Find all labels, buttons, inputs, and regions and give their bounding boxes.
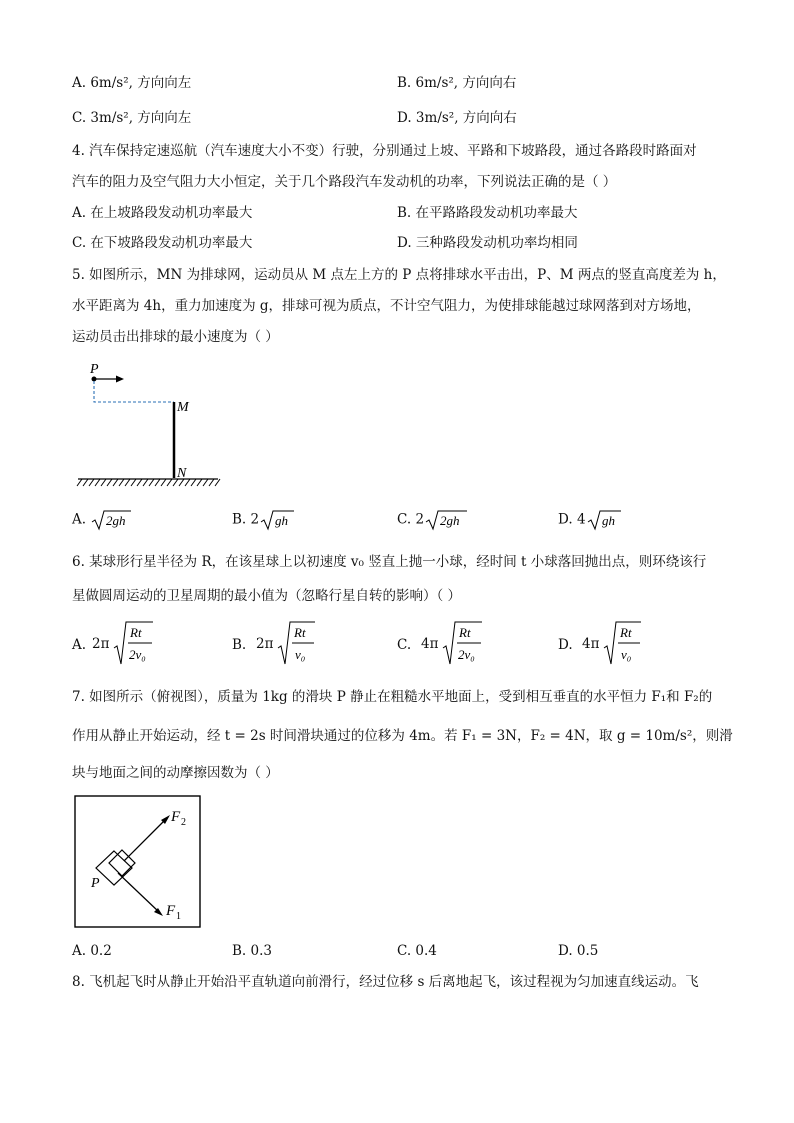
figure-frame xyxy=(75,796,200,927)
q6-stem-line-1: 6. 某球形行星半径为 R，在该星球上以初速度 v₀ 竖直上抛一小球，经时间 t 小球落回抛出点，则环绕该行 xyxy=(72,554,707,570)
q4-option-b: B. 在平路路段发动机功率最大 xyxy=(397,205,578,221)
q4-stem-line-2: 汽车的阻力及空气阻力大小恒定，关于几个路段汽车发动机的功率，下列说法正确的是（ ） xyxy=(72,174,617,190)
q7-option-d: D. 0.5 xyxy=(558,943,599,959)
svg-text:2v₀: 2v₀ xyxy=(458,647,475,662)
q6-stem-line-2: 星做圆周运动的卫星周期的最小值为（忽略行星自转的影响）（ ） xyxy=(72,588,462,604)
label-f1-subscript: 1 xyxy=(176,911,181,922)
sqrt-symbol xyxy=(424,509,468,531)
page: A. 6m/s², 方向向左 B. 6m/s², 方向向右 C. 3m/s², 方向向左 D. 3m/s², 方向向右 4. 汽车保持定速巡航（汽车速度大小不变）行驶，分别通过上坡、平路和下坡路段，通过各路段时路面对 汽车的阻力及空气阻力大小恒定，关于几个路段汽车发动机的功率，下列说法正确的是（ ） A. 在上坡路段发动机功率最大 B. 在平路路段发动机功率最大 C. 在下坡路段发动机功率最大 D. 三种路段发动机功率均相同 5. 如图所示，MN 为排球网，运动员从 M 点左上方的 P 点将排球水平击出，P、M 两点的竖直高度差为 h， 水平距离为 4h，重力加速度为 g，排球可视为质点，不计空气阻力，为使排球能越过球网落到对方场地， 运动员击出排球的最小速度为（ ） P M N A. 2gh B. 2 gh C. 2 2gh D. 4 gh 6. 某球形行星半径为 R，在该星球上以初速度 v₀ 竖直上抛一小球，经时间 t 小球落回抛出点，则环绕该行 星做圆周运动的卫星周期的最小值为（忽略行星自转的影响）（ ） A. 2π Rt 2v₀ B. 2π Rt v₀ C. 4π Rt 2v₀ D. 4π Rt v₀ 7. 如图所示（俯视图），质量为 1kg 的滑块 P 静止在粗糙水平地面上，受到相互垂直的水平恒力 F₁和 F₂的 作用从静止开始运动，经 t = 2s 时间滑块通过的位移为 4m。若 F₁ = 3N，F₂ = 4N，取 g = 10m/s²，则滑 块与地面之间的动摩擦因数为（ ） P F 2 F 1 A. 0.2 B. 0.3 C. 0.4 D. 0.5 8. 飞机起飞时从静止开始沿平直轨道向前滑行，经过位移 s 后离地起飞，该过程视为匀加速直线运动。飞 xyxy=(72,75,733,990)
svg-text:v₀: v₀ xyxy=(621,647,632,662)
q7-option-a: A. 0.2 xyxy=(72,943,112,959)
svg-text:Rt: Rt xyxy=(620,625,632,640)
q4-stem-line-1: 4. 汽车保持定速巡航（汽车速度大小不变）行驶，分别通过上坡、平路和下坡路段，通过各路段时路面对 xyxy=(72,143,697,159)
f1-arrow xyxy=(118,873,159,912)
svg-text:Rt: Rt xyxy=(130,625,142,640)
dashed-guide-line xyxy=(94,381,174,402)
q5-option-b: B. 2 gh xyxy=(232,509,295,531)
q3-option-d: D. 3m/s², 方向向右 xyxy=(397,110,517,126)
q4-option-a: A. 在上坡路段发动机功率最大 xyxy=(72,205,253,221)
q7-figure xyxy=(74,795,202,929)
q5-figure xyxy=(70,355,230,495)
svg-text:2gh: 2gh xyxy=(440,513,460,528)
f2-arrow xyxy=(124,819,166,861)
svg-text:v₀: v₀ xyxy=(295,647,306,662)
q5-option-c: C. 2 2gh xyxy=(397,509,468,531)
q5-option-d: D. 4 gh xyxy=(558,509,622,531)
label-n: N xyxy=(177,466,187,481)
svg-text:Rt: Rt xyxy=(459,625,471,640)
sqrt-fraction xyxy=(276,620,316,666)
q4-option-c: C. 在下坡路段发动机功率最大 xyxy=(72,235,253,251)
sqrt-symbol xyxy=(259,509,295,531)
svg-text:gh: gh xyxy=(275,513,289,528)
q5-stem-line-2: 水平距离为 4h，重力加速度为 g，排球可视为质点，不计空气阻力，为使排球能越过球网落到对方场地， xyxy=(72,298,701,314)
sqrt-symbol xyxy=(586,509,622,531)
q7-option-b: B. 0.3 xyxy=(232,943,272,959)
sqrt-fraction xyxy=(441,620,483,666)
sqrt-symbol xyxy=(90,509,132,531)
q7-stem-line-3: 块与地面之间的动摩擦因数为（ ） xyxy=(72,765,279,781)
point-p-dot xyxy=(92,377,97,382)
q8-stem-line-1: 8. 飞机起飞时从静止开始沿平直轨道向前滑行，经过位移 s 后离地起飞，该过程视为匀加速直线运动。飞 xyxy=(72,974,699,990)
svg-text:gh: gh xyxy=(601,513,615,528)
sqrt-fraction xyxy=(112,620,154,666)
sqrt-fraction xyxy=(602,620,642,666)
q5-stem-line-3: 运动员击出排球的最小速度为（ ） xyxy=(72,329,279,345)
q7-stem-line-1: 7. 如图所示（俯视图），质量为 1kg 的滑块 P 静止在粗糙水平地面上，受到相互垂直的水平恒力 F₁和 F₂的 xyxy=(72,689,713,705)
velocity-arrowhead xyxy=(116,376,124,383)
q3-option-b: B. 6m/s², 方向向右 xyxy=(397,75,517,91)
q5-stem-line-1: 5. 如图所示，MN 为排球网，运动员从 M 点左上方的 P 点将排球水平击出，P、M 两点的竖直高度差为 h， xyxy=(72,267,726,283)
q3-option-a: A. 6m/s², 方向向左 xyxy=(72,75,192,91)
q7-stem-line-2: 作用从静止开始运动，经 t = 2s 时间滑块通过的位移为 4m。若 F₁ = 3N，F₂ = 4N，取 g = 10m/s²，则滑 xyxy=(72,728,733,744)
q4-option-d: D. 三种路段发动机功率均相同 xyxy=(397,235,578,251)
label-m: M xyxy=(177,400,189,415)
label-f2: F xyxy=(171,809,181,825)
ground-hatching xyxy=(77,479,220,486)
q7-option-c: C. 0.4 xyxy=(397,943,437,959)
label-p: P xyxy=(91,876,100,891)
label-f2-subscript: 2 xyxy=(181,817,186,828)
svg-text:2gh: 2gh xyxy=(106,513,126,528)
svg-text:Rt: Rt xyxy=(294,625,306,640)
svg-text:2v₀: 2v₀ xyxy=(129,647,146,662)
q3-option-c: C. 3m/s², 方向向左 xyxy=(72,110,192,126)
label-f1: F xyxy=(166,903,176,919)
q5-option-a: A. 2gh xyxy=(72,509,132,531)
label-p: P xyxy=(90,362,99,377)
